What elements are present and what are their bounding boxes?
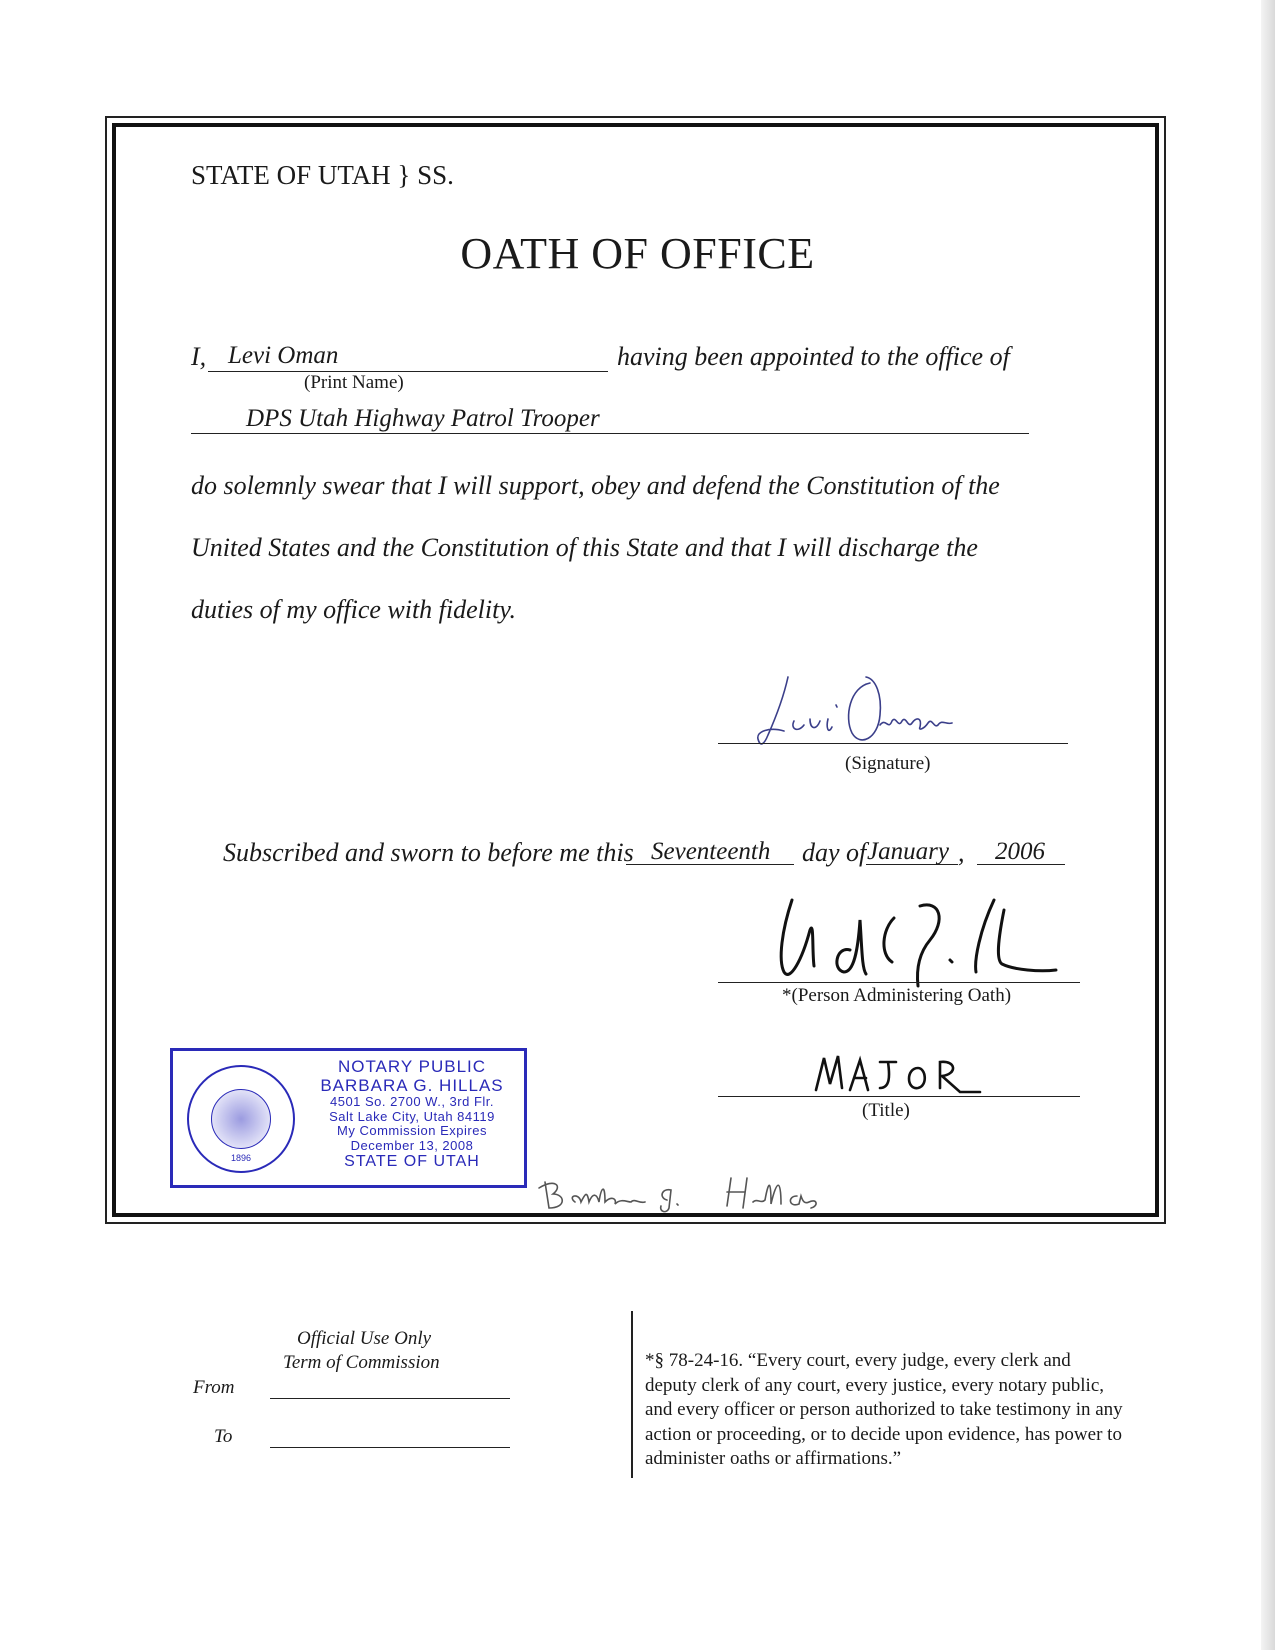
day-of-label: day of <box>802 838 867 867</box>
statute-text: *§ 78-24-16. “Every court, every judge, every clerk and deputy clerk of any court, every justice, every notary public, and every officer or person authorized to take testimony in any action or proceeding, or to decide upon evidence, has power to administer oaths or affirmations.” <box>645 1350 1123 1469</box>
office-value: DPS Utah Highway Patrol Trooper <box>246 405 600 432</box>
print-name-caption: (Print Name) <box>304 372 404 393</box>
stamp-line-name: BARBARA G. HILLAS <box>320 1076 504 1096</box>
year-value: 2006 <box>995 838 1045 865</box>
oath-signature-caption: (Signature) <box>845 753 931 774</box>
oath-line-3: duties of my office with fidelity. <box>191 595 516 624</box>
print-name-underline <box>208 371 608 372</box>
page-title: OATH OF OFFICE <box>460 229 815 278</box>
date-comma: , <box>958 838 965 867</box>
state-heading: STATE OF UTAH } SS. <box>191 160 454 190</box>
oath-signature-image <box>740 665 980 755</box>
state-seal-icon <box>187 1065 295 1173</box>
stamp-line-date: December 13, 2008 <box>350 1137 474 1153</box>
stamp-line-state: STATE OF UTAH <box>344 1153 480 1171</box>
day-value: Seventeenth <box>651 838 771 865</box>
oath-line-1: do solemnly swear that I will support, obey and defend the Constitution of the <box>191 471 1000 500</box>
oath-signature-line <box>718 743 1068 744</box>
footer-divider <box>631 1311 633 1478</box>
month-value: January <box>867 838 949 865</box>
administering-signature-line <box>718 982 1080 983</box>
to-field-line <box>270 1447 510 1448</box>
seal-year: 1896 <box>230 1153 252 1163</box>
to-label: To <box>214 1426 233 1447</box>
administering-signature-image <box>770 890 1080 1000</box>
appointed-text: having been appointed to the office of <box>617 342 1010 371</box>
stamp-line-expires: My Commission Expires <box>337 1123 487 1139</box>
official-use-heading: Official Use Only <box>297 1328 432 1349</box>
title-line <box>718 1096 1080 1097</box>
administering-caption: *(Person Administering Oath) <box>782 985 1012 1006</box>
oath-line-2: United States and the Constitution of this State and that I will discharge the <box>191 533 978 562</box>
stamp-line-address: 4501 So. 2700 W., 3rd Flr. <box>329 1094 495 1110</box>
stamp-line-notary: NOTARY PUBLIC <box>337 1057 487 1076</box>
stamp-line-city: Salt Lake City, Utah 84119 <box>329 1108 495 1124</box>
print-name-value: Levi Oman <box>228 342 339 369</box>
intro-prefix: I, <box>191 342 207 371</box>
notary-stamp <box>170 1048 527 1188</box>
title-caption: (Title) <box>862 1100 910 1121</box>
seal-center <box>211 1089 271 1149</box>
from-label: From <box>193 1377 235 1398</box>
notary-signature-image <box>535 1168 915 1216</box>
office-underline <box>191 433 1029 434</box>
from-field-line <box>270 1398 510 1399</box>
notary-stamp-text <box>298 1057 526 1171</box>
term-of-commission-heading: Term of Commission <box>283 1352 440 1373</box>
subscribed-prefix: Subscribed and sworn to before me this <box>223 838 634 867</box>
title-signature-image <box>810 1048 1000 1098</box>
